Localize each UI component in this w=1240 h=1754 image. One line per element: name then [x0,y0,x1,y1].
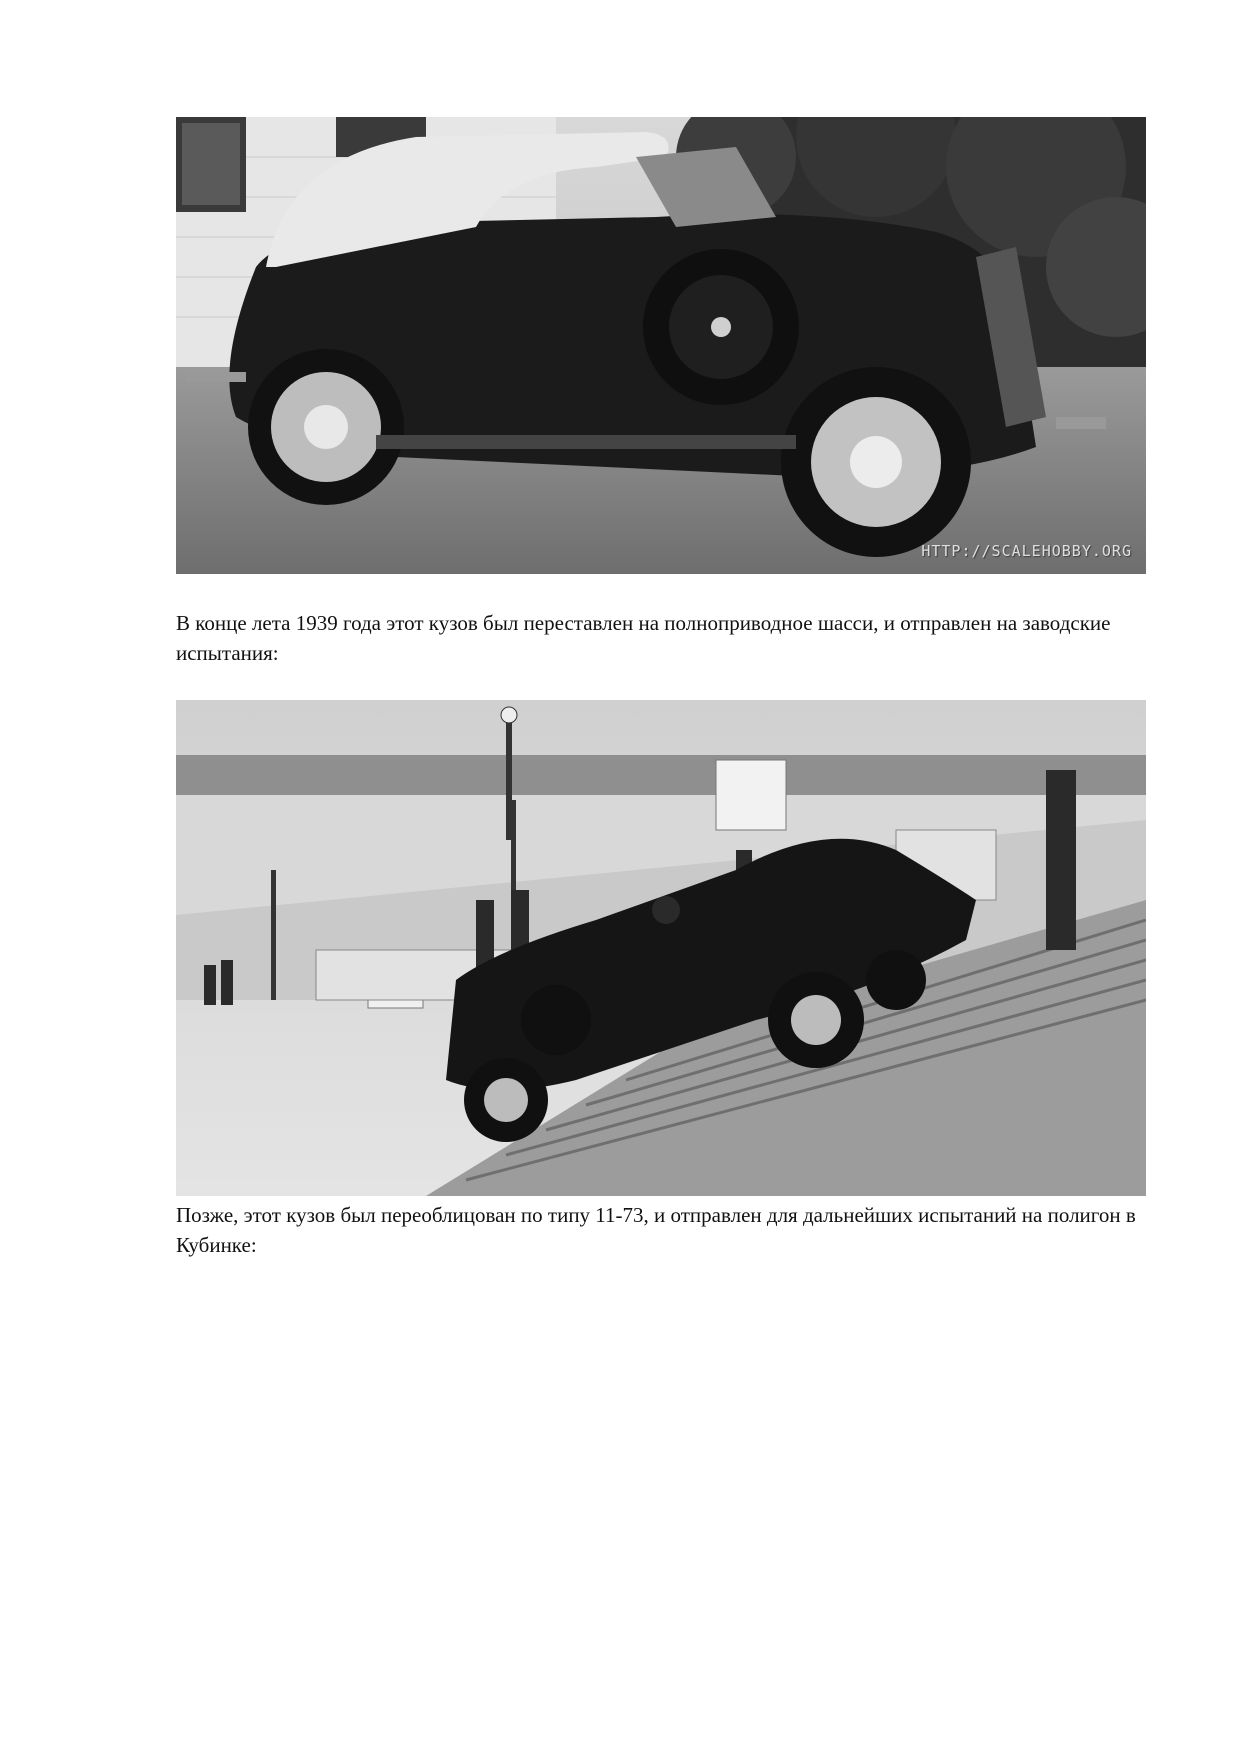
paragraph-1: В конце лета 1939 года этот кузов был переставлен на полноприводное шасси, и отправлен на заводские испытания: [176,611,1111,665]
car-photo-illustration [176,117,1146,574]
photo-car-on-stairs [176,700,1146,1196]
photo-convertible-car [176,117,1146,574]
paragraph-2: Позже, этот кузов был переоблицован по типу 11-73, и отправлен для дальнейших испытаний на полигон в Кубинке: [176,1203,1136,1257]
photo-watermark: HTTP://SCALEHOBBY.ORG [921,542,1132,560]
stairs-photo-illustration [176,700,1146,1196]
